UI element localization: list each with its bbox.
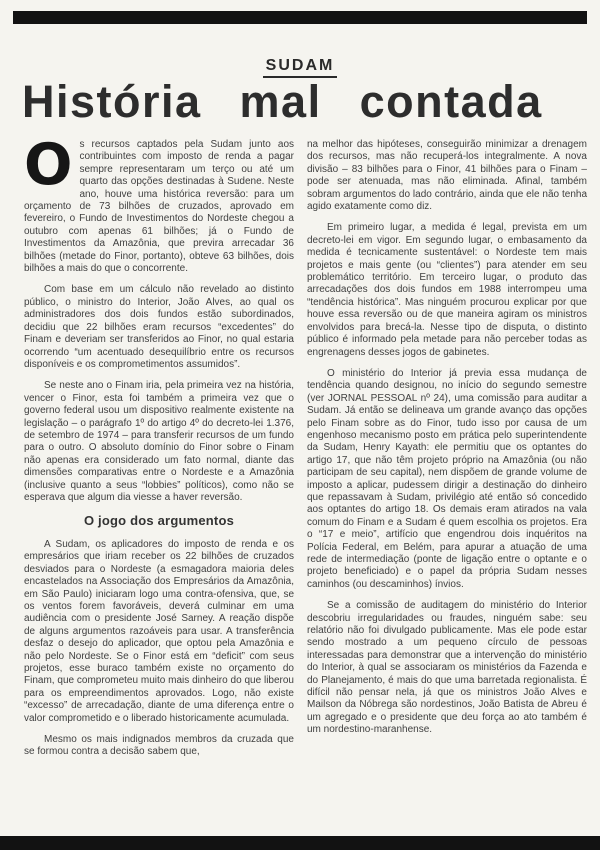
top-rule-bar bbox=[13, 11, 587, 24]
paragraph: Se a comissão de auditagem do ministério do Interior descobriu irregularidades ou fraudes, ninguém sabe: seu relatório não foi divulgado publicamente. Mas ele pode estar sendo mostrado a um pequeno círculo de pessoas interessadas para demonstrar que a intervenção do ministério do Interior, à qual se associaram os ministérios da Fazenda e do Planejamento, é mais do que uma barretada regionalista. É difícil não pensar nela, já que os ministros João Alves e Mailson da Nóbrega são nordestinos, João Batista de Abreu é um agregado e o presidente que deu força ao ato também é um nordestino-maranhense. bbox=[307, 600, 587, 736]
paragraph: Com base em um cálculo não revelado ao distinto público, o ministro do Interior, João Alves, ao qual os administradores dos dois fundos estão subordinados, decidiu que 22 bilhões eram recursos “excedentes” do Finam e deveriam ser transferidos ao Finor, no qual estaria ocorrendo “um acentuado desequilíbrio entre os recursos disponíveis e os comprometimentos assumidos”. bbox=[24, 284, 294, 370]
left-column bbox=[24, 132, 294, 759]
paragraph-continuation: na melhor das hipóteses, conseguirão minimizar a drenagem dos recursos, mas não recuperá-los integralmente. A nova divisão – 83 bilhões para o Finor, 41 bilhões para o Finam – pode ser atenuada, mas não eliminada. Afinal, também sobram argumentos do lado contrário, ainda que ele não tenha agido exatamente como diz. bbox=[307, 139, 587, 213]
article-body bbox=[24, 132, 587, 759]
opening-paragraph bbox=[24, 132, 294, 275]
paragraph: A Sudam, os aplicadores do imposto de renda e os empresários que iriam receber os 22 bilhões de cruzados desviados para o Nordeste (a esmagadora maioria deles encastelados na Associação dos Empresários da Amazônia, em São Paulo) iniciaram logo uma contra-ofensiva, que, se os ventos forem favoráveis, deverá culminar em uma audiência com o presidente José Sarney. A reação dispõe de alguns argumentos razoáveis para usar. A transferência desfaz o desejo do aplicador, que optou pela Amazônia e não pelo Nordeste. Se o Finor está em “deficit” com seus projetos, esse buraco também existe no orçamento do Finam, que comprometeu muito mais dinheiro do que liberou para os empreendimentos aprovados. Logo, não existe “excesso” de arrecadação, diante de uma diferença entre o valor comprometido e o liberado historicamente acumulada. bbox=[24, 538, 294, 724]
paragraph: Se neste ano o Finam iria, pela primeira vez na história, vencer o Finor, esta foi também a primeira vez que o governo federal usou um dispositivo realmente existente na legislação – o parágrafo 1º do artigo 4º do decreto-lei 1.376, de setembro de 1974 – para transferir recursos de um fundo para o outro. O absoluto domínio do Finor sobre o Finam não apenas era considerado um fato normal, diante das dimensões comparativas entre o Nordeste e a Amazônia (inclusive quanto a seus “lobbies” políticos), como não se esperava que algum dia viesse a haver reversão. bbox=[24, 380, 294, 503]
opening-paragraph-text: s recursos captados pela Sudam junto aos contribuintes com imposto de renda a pagar sempre representaram um terço ou até um quarto das opções destinadas à Sudene. Neste ano, houve uma histórica reversão: para um orçamento de 73 bilhões de cruzados, aprovado em fevereiro, o Fundo de Investimentos do Nordeste chegou a outubro com apenas 61 bilhões; já o Fundo de Investimentos da Amazônia, que previra arrecadar 36 bilhões (metade do Finor, portanto), obteve 63 bilhões, dois bilhões a mais do que o concorrente. bbox=[24, 139, 294, 275]
drop-cap: O bbox=[24, 132, 73, 198]
kicker-row bbox=[0, 57, 600, 78]
article-title: História mal contada bbox=[22, 76, 543, 127]
subheading: O jogo dos argumentos bbox=[83, 513, 235, 529]
paragraph: O ministério do Interior já previa essa mudança de tendência quando designou, no início do segundo semestre (ver JORNAL PESSOAL nº 24), uma comissão para auditar a Sudam. Já então se delineava um grande avanço das opções pelo Finam sobre as do Finor, tudo isso por causa de um engenhoso mecanismo posto em prática pelo superintendente da Sudam, Henry Kayath: ele permitiu que os optantes do artigo 17, que não têm projeto próprio na Amazônia (ou não participam de seu capital), nem dispõem de grande volume de imposto a aplicar, pudessem dirigir a destinação do dinheiro que repassavam à Sudam, privilégio até então só concedido aos optantes do artigo 18. Os demais eram atirados na vala comum do Finam e a Sudam é quem escolhia os projetos. Era o “17 e meio”, artifício que engendrou dois inquéritos na Polícia Federal, em Belém, para apurar a atuação de uma rede de intermediação (ponte de ligação entre o optante e o projeto beneficiado) e o papel da própria Sudam nesses caminhos (ou descaminhos) ínvios. bbox=[307, 367, 587, 590]
paragraph: Em primeiro lugar, a medida é legal, prevista em um decreto-lei em vigor. Em segundo lugar, o embasamento da medida é tecnicamente sustentável: o Nordeste tem mais projetos e mais gente (ou “clientes”) para atender em seu problemático território. Em terceiro lugar, o produto das arrecadações dos dois fundos em 1988 interrompeu uma “tendência histórica”. Mas ninguém procurou explicar por que houve essa reversão ou de que maneira agiram os ministros envolvidos para brecá-la. Nesse tipo de disputa, o distinto público é informado pela metade para não perceber todas as engrenagens desses jogos de gabinetes. bbox=[307, 222, 587, 358]
bottom-rule-bar bbox=[0, 836, 600, 850]
right-column bbox=[307, 139, 587, 759]
paragraph: Mesmo os mais indignados membros da cruzada que se formou contra a decisão sabem que, bbox=[24, 734, 294, 758]
section-kicker: SUDAM bbox=[263, 58, 338, 78]
